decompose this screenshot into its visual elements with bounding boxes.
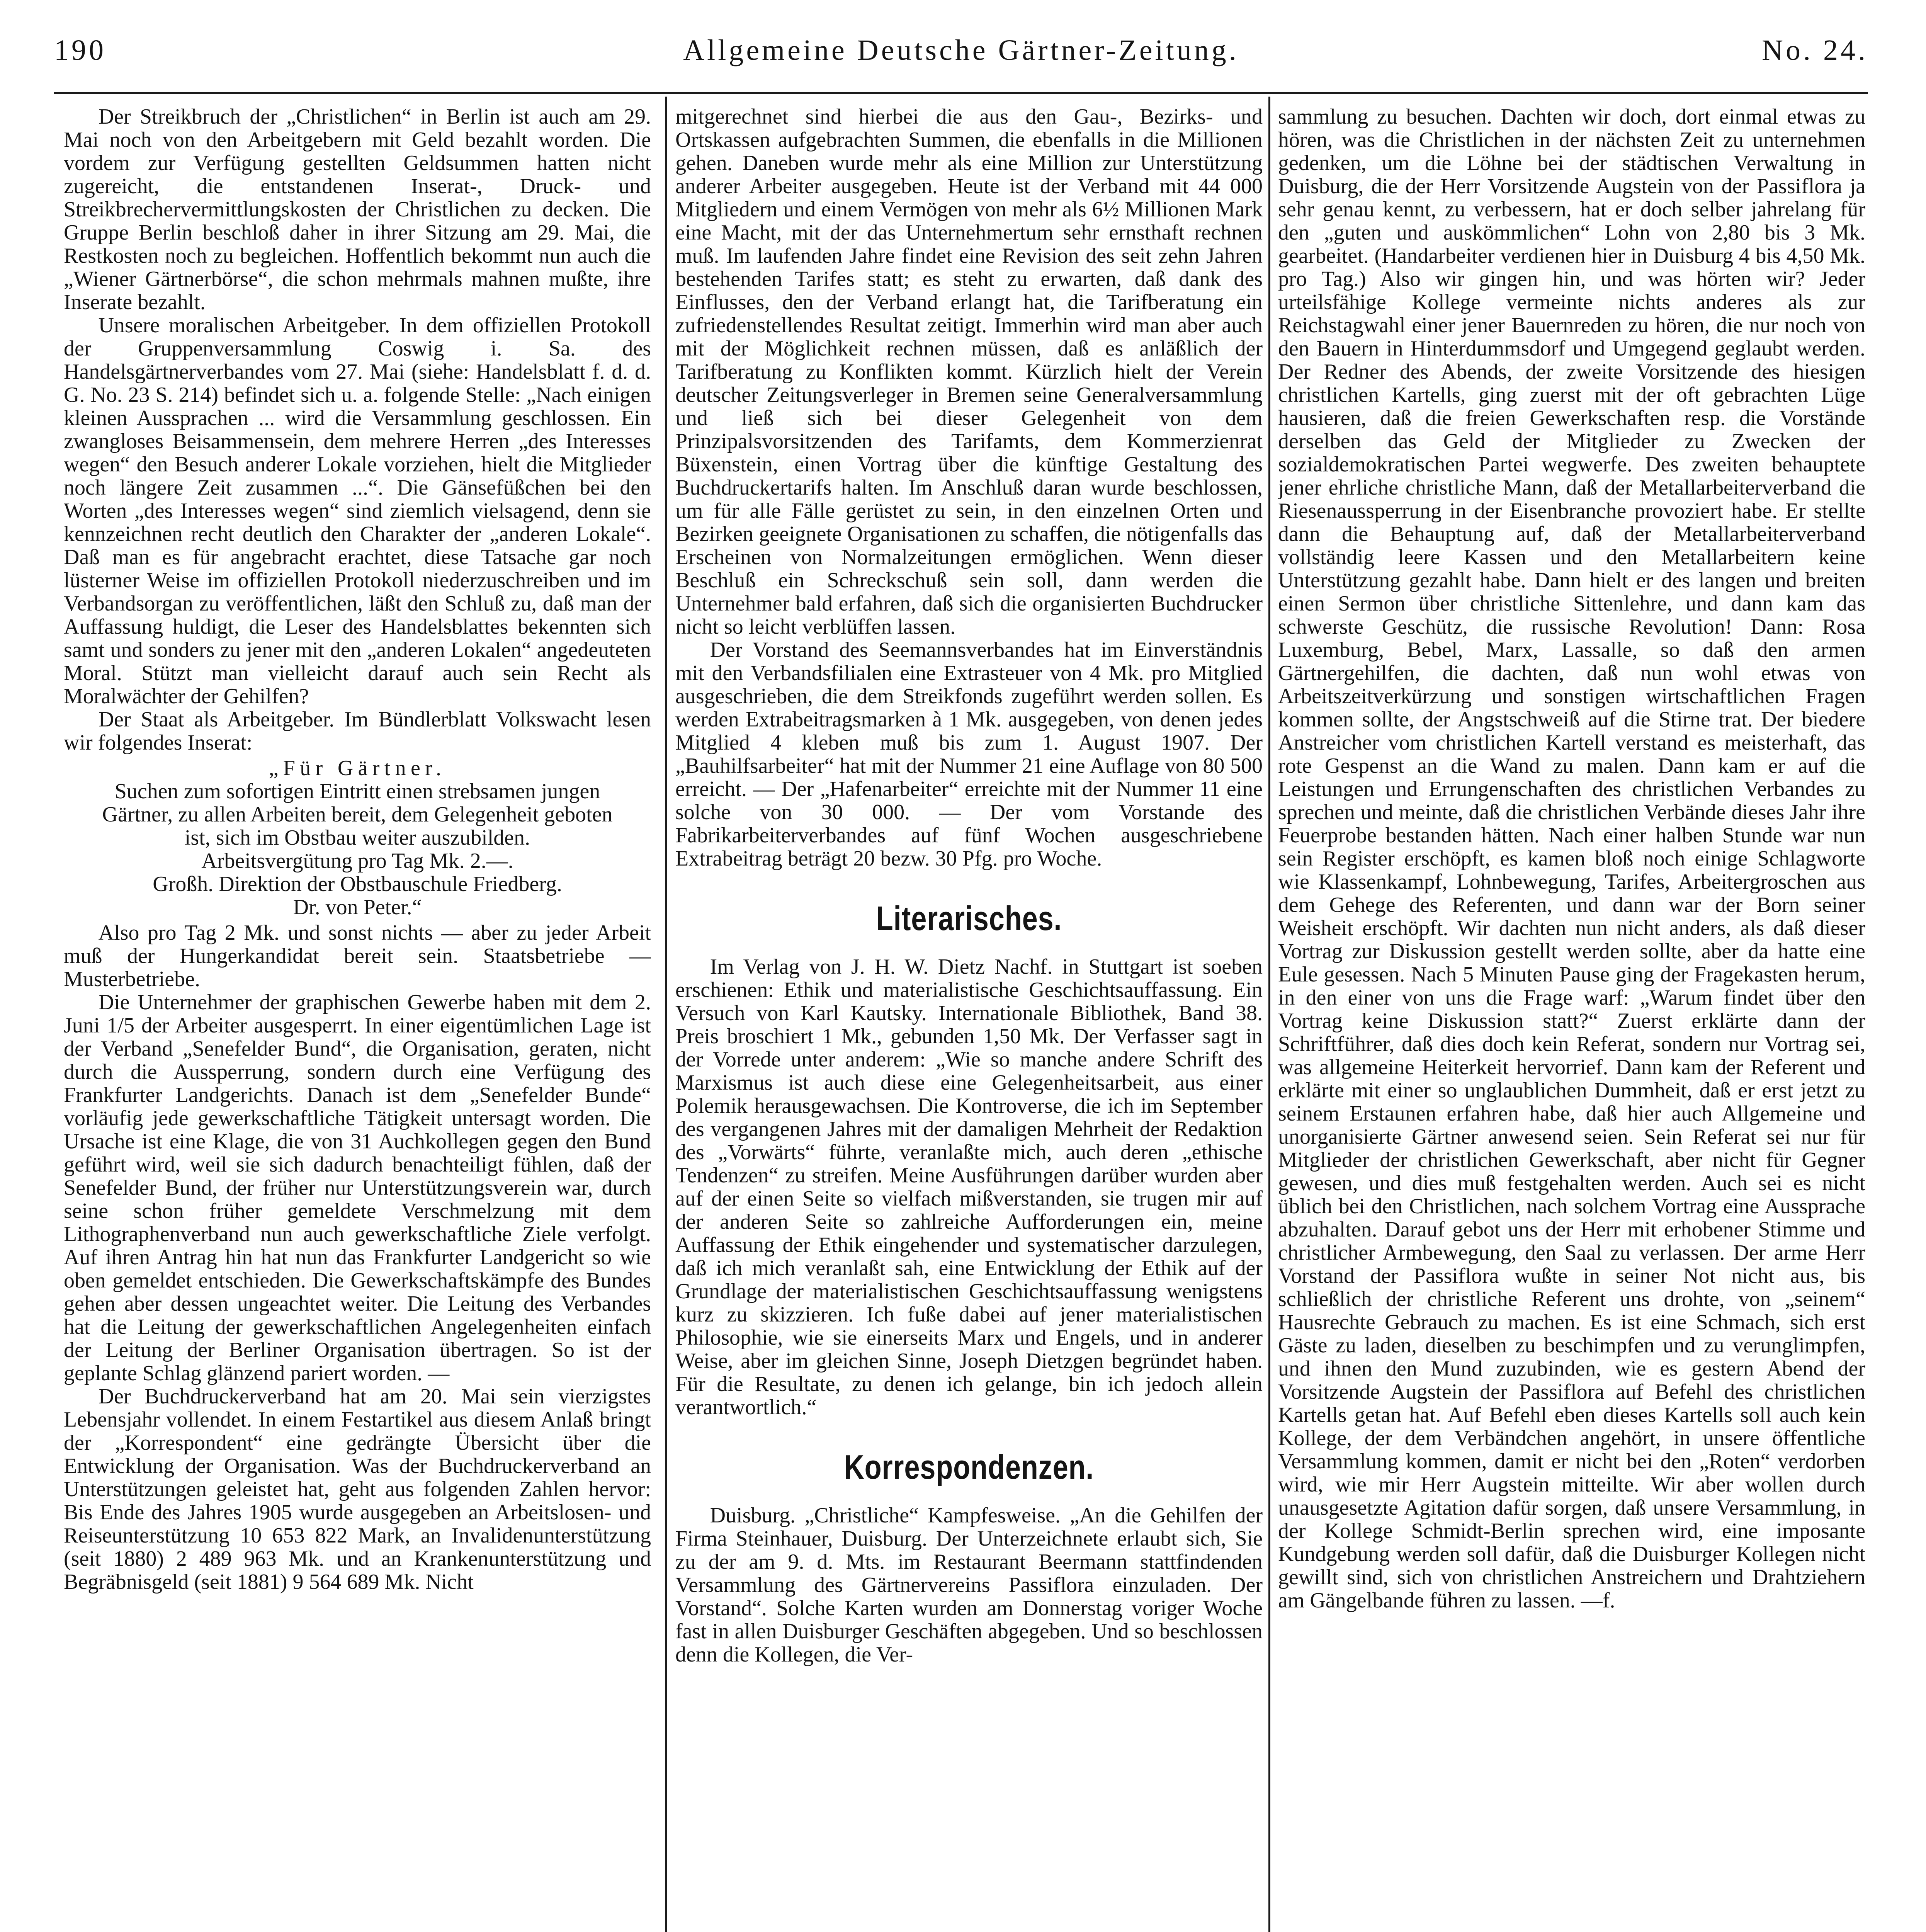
article-moralische-arbeitgeber: Unsere moralischen Arbeitgeber. In dem offiziellen Protokoll der Gruppenversammlung Coswig i. Sa. des Handelsgärtnerverbandes vom 27. Mai (siehe: Handelsblatt f. d. d. G. No. 23 S. 214) befindet sich u. a. folgende Stelle: „Nach einigen kleinen Aussprachen ... wird die Versammlung geschlossen. Ein zwangloses Beisammensein, dem mehrere Herren „des Interesses wegen“ den Besuch anderer Lokale vorziehen, hielt die Mitglieder noch längere Zeit zusammen ...“. Die Gänsefüßchen bei den Worten „des Interesses wegen“ sind ziemlich vielsagend, denn sie kennzeichnen recht deutlich den Charakter der „anderen Lokale“. Daß man es für angebracht erachtet, diese Tatsache gar noch lüsterner Weise im offiziellen Protokoll niederzuschreiben und im Verbandsorgan zu veröffentlichen, läßt den Schluß zu, daß man der Auffassung huldigt, die Leser des Handelsblattes bekennten sich samt und sonders zu jener mit den „anderen Lokalen“ angedeuteten Moral. Stützt man vielleicht darauf auch sein Recht als Moralwächter der Gehilfen? (64, 313, 651, 708)
column-rule-left (665, 97, 667, 1932)
article-buchdruckerverband: Der Buchdruckerverband hat am 20. Mai sein vierzigstes Lebensjahr vollendet. In einem Festartikel aus diesem Anlaß bringt der „Korrespondent“ eine gedrängte Übersicht über die Entwicklung der Organisation. Was der Buchdruckerverband an Unterstützungen geleistet hat, geht aus folgenden Zahlen hervor: Bis Ende des Jahres 1905 wurde ausgegeben an Arbeitslosen- und Reiseunterstützung 10 653 822 Mark, an Invalidenunterstützung (seit 1880) 2 489 963 Mk. und an Krankenunterstützung und Begräbnisgeld (seit 1881) 9 564 689 Mk. Nicht (64, 1384, 651, 1594)
article-graphische-gewerbe: Die Unternehmer der graphischen Gewerbe haben mit dem 2. Juni 1/5 der Arbeiter ausgesperrt. In einer eigentümlichen Lage ist der Verband „Senefelder Bund“, die Organisation, geraten, nicht durch die Aussperrung, sondern durch eine Verfügung des Frankfurter Landgerichts. Danach ist dem „Senefelder Bunde“ vorläufig jede gewerkschaftliche Tätigkeit untersagt worden. Die Ursache ist eine Klage, die von 31 Auchkollegen gegen den Bund geführt wird, weil sie sich dadurch benachteiligt fühlen, daß der Senefelder Bund, der früher nur Unterstützungsverein war, durch seine schon früher gemeldete Verschmelzung mit dem Lithographenverband nun auch gewerkschaftliche Ziele verfolgt. Auf ihren Antrag hin hat nun das Frankfurter Landgericht so wie oben gemeldet entschieden. Die Gewerkschaftskämpfe des Bundes gehen aber dessen ungeachtet weiter. Die Leitung des Verbandes hat die Leitung der gewerkschaftlichen Angelegenheiten einfach der Leitung der Berliner Organisation übertragen. So ist der geplante Schlag glänzend pariert worden. — (64, 990, 651, 1385)
ad-signature: Dr. von Peter.“ (293, 895, 422, 919)
article-buchdrucker-continued: mitgerechnet sind hierbei die aus den Gau-, Bezirks- und Ortskassen aufgebrachten Summen, die ebenfalls in die Millionen gehen. Daneben wurde mehr als eine Million zur Unterstützung anderer Arbeiter ausgegeben. Heute ist der Verband mit 44 000 Mitgliedern und einem Vermögen von mehr als 6½ Millionen Mark eine Macht, mit der das Unternehmertum sehr ernsthaft rechnen muß. Im laufenden Jahre findet eine Revision des seit zehn Jahren bestehenden Tarifes statt; es steht zu erwarten, daß dank des Einflusses, den der Verband erlangt hat, die Tarifberatung ein zufriedenstellendes Resultat zeitigt. Immerhin wird man aber auch mit der Möglichkeit rechnen müssen, daß es anläßlich der Tarifberatung zu Konflikten kommt. Kürzlich hielt der Verein deutscher Zeitungsverleger in Bremen seine Generalversammlung und ließ sich bei dieser Gelegenheit von dem Prinzipalsvorsitzenden des Tarifamts, dem Kommerzienrat Büxenstein, einen Vortrag über die künftige Gestaltung des Buchdruckertarifs halten. Im Anschluß daran wurde beschlossen, um für alle Fälle gerüstet zu sein, in den einzelnen Orten und Bezirken geeignete Organisationen zu schaffen, die nötigenfalls das Erscheinen von Normalzeitungen ermöglichen. Wenn dieser Beschluß ein Schreckschuß sein soll, dann werden die Unternehmer bald erfahren, daß sich die organisierten Buchdrucker nicht so leicht verblüffen lassen. (675, 105, 1263, 639)
article-streikbruch: Der Streikbruch der „Christlichen“ in Berlin ist auch am 29. Mai noch von den Arbeitgebern mit Geld bezahlt worden. Die vordem zur Verfügung gestellten Geldsummen hatten nicht zugereicht, die entstandenen Inserat-, Druck- und Streikbrechervermittlungskosten der Christlichen zu decken. Die Gruppe Berlin beschloß daher in ihrer Sitzung am 29. Mai, die Restkosten noch zu begleichen. Hoffentlich bekommt nun auch die „Wiener Gärtnerbörse“, die schon mehrmals mahnen mußte, ihre Inserate bezahlt. (64, 105, 651, 314)
article-duisburg: Duisburg. „Christliche“ Kampfesweise. „An die Gehilfen der Firma Steinhauer, Duisburg. Der Unterzeichnete erlaubt sich, Sie zu der am 9. d. Mts. im Restaurant Beermann stattfindenden Versammlung des Gärtnervereins Passiflora einzuladen. Der Vorstand“. Solche Karten wurden am Donnerstag voriger Woche fast in allen Duisburger Geschäften abgegeben. Und so beschlossen denn die Kollegen, die Ver- (675, 1503, 1263, 1667)
article-staat-comment: Also pro Tag 2 Mk. und sonst nichts — aber zu jeder Arbeit muß der Hungerkandidat bereit sein. Staatsbetriebe — Musterbetriebe. (64, 921, 651, 991)
quoted-advertisement (91, 757, 624, 919)
issue-number: No. 24. (1762, 34, 1868, 66)
article-literarisches: Im Verlag von J. H. W. Dietz Nachf. in Stuttgart ist soeben erschienen: Ethik und materialistische Geschichtsauffassung. Ein Versuch von Karl Kautsky. Internationale Bibliothek, Band 38. Preis broschiert 1 Mk., gebunden 1,50 Mk. Der Verfasser sagt in der Vorrede unter anderem: „Wie so manche andere Schrift des Marxismus ist auch diese eine Gelegenheitsarbeit, aus einer Polemik herausgewachsen. Die Kontroverse, die ich im September des vergangenen Jahres mit der damaligen Mehrheit der Redaktion des „Vorwärts“ führte, veranlaßte mich, auch deren „ethische Tendenzen“ zu streifen. Meine Ausführungen darüber wurden aber auf der einen Seite so vielfach mißverstanden, sie trugen mir auf der anderen Seite so zahlreiche Aufforderungen ein, meine Auffassung der Ethik eingehender und systematischer darzulegen, daß ich mich veranlaßt sah, eine Entwicklung der Ethik auf der Grundlage der materialistischen Geschichtsauffassung wenigstens kurz zu skizzieren. Ich fuße dabei auf jener materialistischen Philosophie, wie sie einerseits Marx und Engels, und in anderer Weise, aber im gleichen Sinne, Joseph Dietzgen begründet haben. Für die Resultate, zu denen ich gelange, bin ich jedoch allein verantwortlich.“ (675, 955, 1263, 1419)
column-left (64, 105, 651, 1932)
article-seemannsverband: Der Vorstand des Seemannsverbandes hat im Einverständnis mit den Verbandsfilialen eine Extrasteuer von 4 Mk. pro Mitglied ausgeschrieben, die dem Streikfonds zugeführt werden sollen. Es werden Extrabeitragsmarken à 1 Mk. ausgegeben, von denen jedes Mitglied 4 kleben muß bis zum 1. August 1907. Der „Bauhilfsarbeiter“ hat mit der Nummer 21 eine Auflage von 80 500 erreicht. — Der „Hafenarbeiter“ erreichte mit der Nummer 11 eine solche von 30 000. — Der vom Vorstande des Fabrikarbeiterverbandes auf fünf Wochen ausgeschriebene Extrabeitrag beträgt 20 bezw. 30 Pfg. pro Woche. (675, 638, 1263, 871)
column-rule-right (1268, 97, 1270, 1932)
section-heading-literarisches: Literarisches. (876, 899, 1062, 937)
ad-body: Suchen zum sofortigen Eintritt einen strebsamen jungen Gärtner, zu allen Arbeiten bereit, dem Gelegenheit geboten ist, sich im Obstbau weiter auszubilden. (102, 779, 613, 850)
running-head (54, 12, 1868, 89)
section-heading-korrespondenzen: Korrespondenzen. (844, 1448, 1094, 1486)
column-middle (675, 105, 1263, 1932)
article-duisburg-continued: sammlung zu besuchen. Dachten wir doch, dort einmal etwas zu hören, was die Christlichen in der nächsten Zeit zu unternehmen gedenken, um die Löhne bei der städtischen Verwaltung in Duisburg, die der Herr Vorsitzende Augstein von der Passiflora ja sehr genau kennt, zu verbessern, hat er doch selber jahrelang für den „guten und auskömmlichen“ Lohn von 2,80 bis 3 Mk. gearbeitet. (Handarbeiter verdienen hier in Duisburg 4 bis 4,50 Mk. pro Tag.) Also wir gingen hin, und was hörten wir? Jeder urteilsfähige Kollege vermeinte nichts anderes als zur Reichstagwahl einer jener Bauernreden zu hören, die nur noch von den Bauern in Hinterdummsdorf und Umgegend geglaubt werden. Der Redner des Abends, der zweite Vorsitzende des hiesigen christlichen Kartells, ging zuerst mit der oft gebrachten Lüge hausieren, daß die freien Gewerkschaften resp. die Vorstände derselben das Geld der Mitglieder zu Zwecken der sozialdemokratischen Partei wegwerfe. Des zweiten behauptete jener ehrliche christliche Mann, daß der Metallarbeiterverband die Riesenaussperrung in der Eisenbranche provoziert habe. Er stellte dann die Behauptung auf, daß der Metallarbeiterverband vollständig leere Kassen und den Metallarbeitern keine Unterstützung gezahlt habe. Dann hielt er des langen und breiten einen Sermon über christliche Sittenlehre, und dann kam das schwerste Geschütz, die russische Revolution! Dann: Rosa Luxemburg, Bebel, Marx, Lassalle, so daß den armen Gärtnergehilfen, die dachten, daß nun wohl etwas von Arbeitszeitverkürzung und sonstigen wirtschaftlichen Fragen kommen sollte, der Angstschweiß auf die Stirne trat. Der biedere Anstreicher vom christlichen Kartell verstand es meisterhaft, das rote Gespenst an die Wand zu malen. Dann kam er auf die Leistungen und Errungenschaften des christlichen Verbandes zu sprechen und meinte, daß die christlichen Verbände dieses Jahr ihre Feuerprobe bestanden hätten. Nach einer halben Stunde war nun sein Register erschöpft, es kamen bloß noch einige Schlagworte wie Klassenkampf, Lohnbewegung, Tarifes, Arbeitergroschen aus dem Gehege des Referenten, und dann war der Born seiner Weisheit erschöpft. Wir dachten nun nicht anders, als daß dieser Vortrag zur Diskussion gestellt werden sollte, aber da hatte eine Eule gesessen. Nach 5 Minuten Pause ging der Fragekasten herum, in den einer von uns die Frage warf: „Warum findet über den Vortrag keine Diskussion statt?“ Zuerst erklärte dann der Schriftführer, daß dies doch kein Referat, sondern nur Vortrag sei, was allgemeine Heiterkeit hervorrief. Dann kam der Referent und erklärte mit einer so unglaublichen Dummheit, daß er erst jetzt zu seinem Erstaunen erfahren habe, daß hier auch Allgemeine und unorganisierte Gärtner anwesend seien. Sein Referat sei nur für Mitglieder der christlichen Gewerkschaft, aber nicht für Gegner gewesen, und dies muß festgehalten werden. Auch sei es nicht üblich bei den Christlichen, nach solchem Vortrag eine Aussprache abzuhalten. Darauf gebot uns der Herr mit erhobener Stimme und christlicher Armbewegung, den Saal zu verlassen. Der arme Herr Vorstand der Passiflora wußte in seiner Not nicht aus, bis schließlich der christliche Referent uns drohte, von „seinem“ Hausrechte Gebrauch zu machen. Es ist eine Schmach, sich erst Gäste zu laden, dieselben zu beschimpfen und zu verunglimpfen, und ihnen den Mund zuzubinden, wie es gestern Abend der Vorsitzende Augstein der Passiflora auf Befehl des christlichen Kartells getan hat. Auf Befehl eben dieses Kartells soll auch kein Kollege, der dem Verbändchen angehört, in unsere öffentliche Versammlung kommen, damit er nicht bei den „Roten“ verdorben wird, wie mir Herr Augstein mitteilte. Wir aber wollen durch unausgesetzte Agitation dafür sorgen, daß unsere Versammlung, in der Kollege Schmidt-Berlin sprechen wird, eine imposante Kundgebung werden soll dafür, daß die Duisburger Kollegen nicht gewillt sind, sich von christlichen Anstreichern und Drahtziehern am Gängelbande führen zu lassen. —f. (1278, 105, 1865, 1612)
ad-pay: Arbeitsvergütung pro Tag Mk. 2.—. (201, 849, 513, 873)
journal-title: Allgemeine Deutsche Gärtner-Zeitung. (683, 34, 1239, 66)
header-rule (54, 92, 1868, 94)
ad-issuer: Großh. Direktion der Obstbauschule Friedberg. (153, 872, 562, 896)
column-right (1278, 105, 1865, 1932)
ad-heading: „Für Gärtner. (269, 756, 446, 780)
article-staat-als-arbeitgeber: Der Staat als Arbeitgeber. Im Bündlerblatt Volkswacht lesen wir folgendes Inserat: (64, 707, 651, 755)
page-number: 190 (54, 34, 106, 66)
